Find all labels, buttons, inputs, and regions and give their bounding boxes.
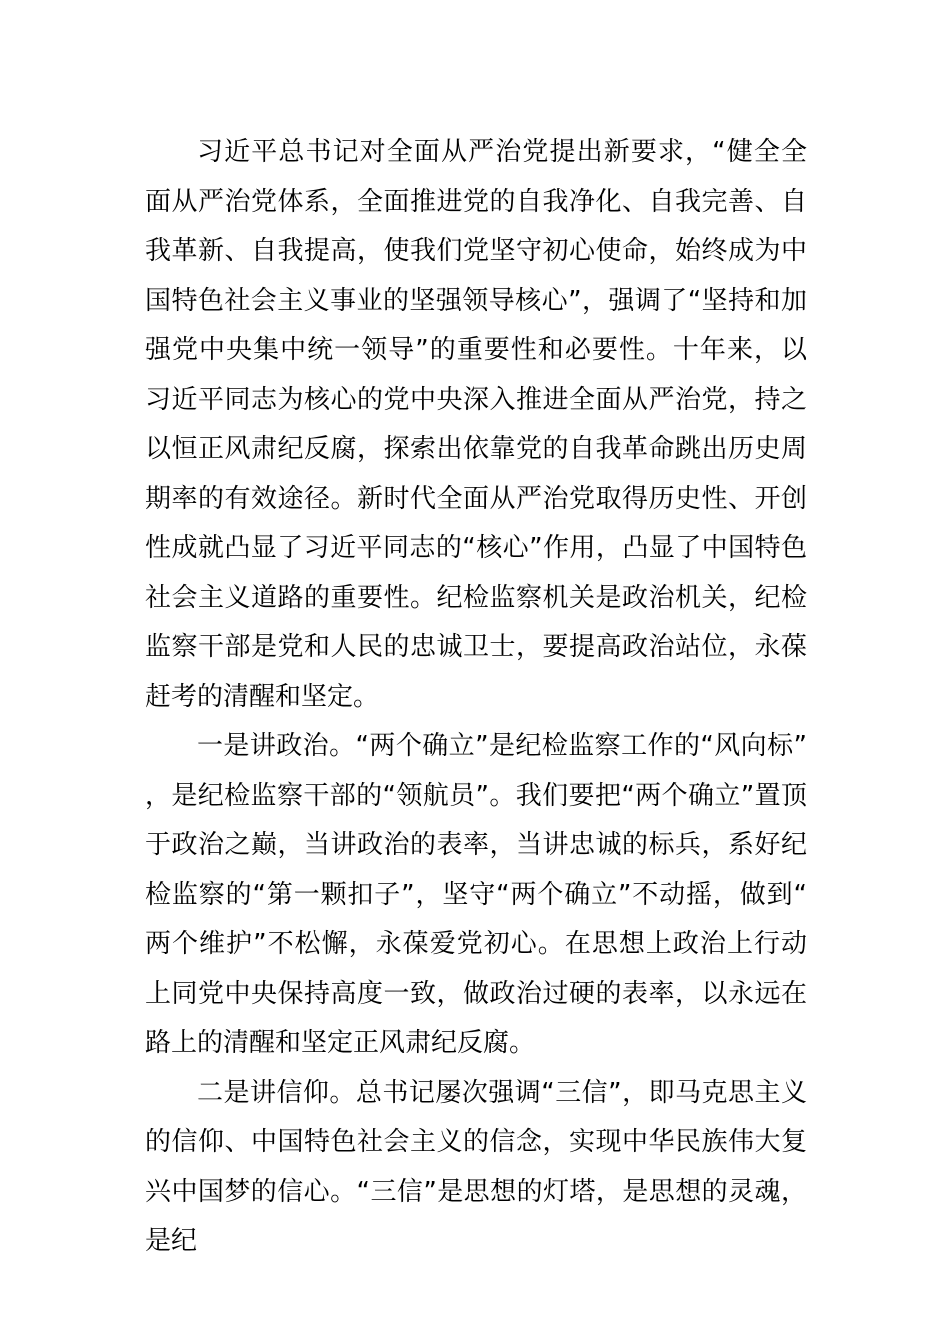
document-body	[145, 128, 807, 1267]
paragraph-point-one-politics: 一是讲政治。“两个确立”是纪检监察工作的“风向标”，是纪检监察干部的“领航员”。我们要把“两个确立”置顶于政治之巅，当讲政治的表率，当讲忠诚的标兵，系好纪检监察的“第一颗扣子”，坚守“两个确立”不动摇，做到“两个维护”不松懈，永葆爱党初心。在思想上政治上行动上同党中央保持高度一致，做政治过硬的表率，以永远在路上的清醒和坚定正风肃纪反腐。	[145, 731, 807, 1058]
paragraph-intro: 习近平总书记对全面从严治党提出新要求，“健全全面从严治党体系，全面推进党的自我净化、自我完善、自我革新、自我提高，使我们党坚守初心使命，始终成为中国特色社会主义事业的坚强领导核心”，强调了“坚持和加强党中央集中统一领导”的重要性和必要性。十年来，以习近平同志为核心的党中央深入推进全面从严治党，持之以恒正风肃纪反腐，探索出依靠党的自我革命跳出历史周期率的有效途径。新时代全面从严治党取得历史性、开创性成就凸显了习近平同志的“核心”作用，凸显了中国特色社会主义道路的重要性。纪检监察机关是政治机关，纪检监察干部是党和人民的忠诚卫士，要提高政治站位，永葆赶考的清醒和坚定。	[145, 137, 807, 712]
paragraph-point-two-faith: 二是讲信仰。总书记屡次强调“三信”，即马克思主义的信仰、中国特色社会主义的信念，实现中华民族伟大复兴中国梦的信心。“三信”是思想的灯塔，是思想的灵魂，是纪	[145, 1077, 807, 1256]
